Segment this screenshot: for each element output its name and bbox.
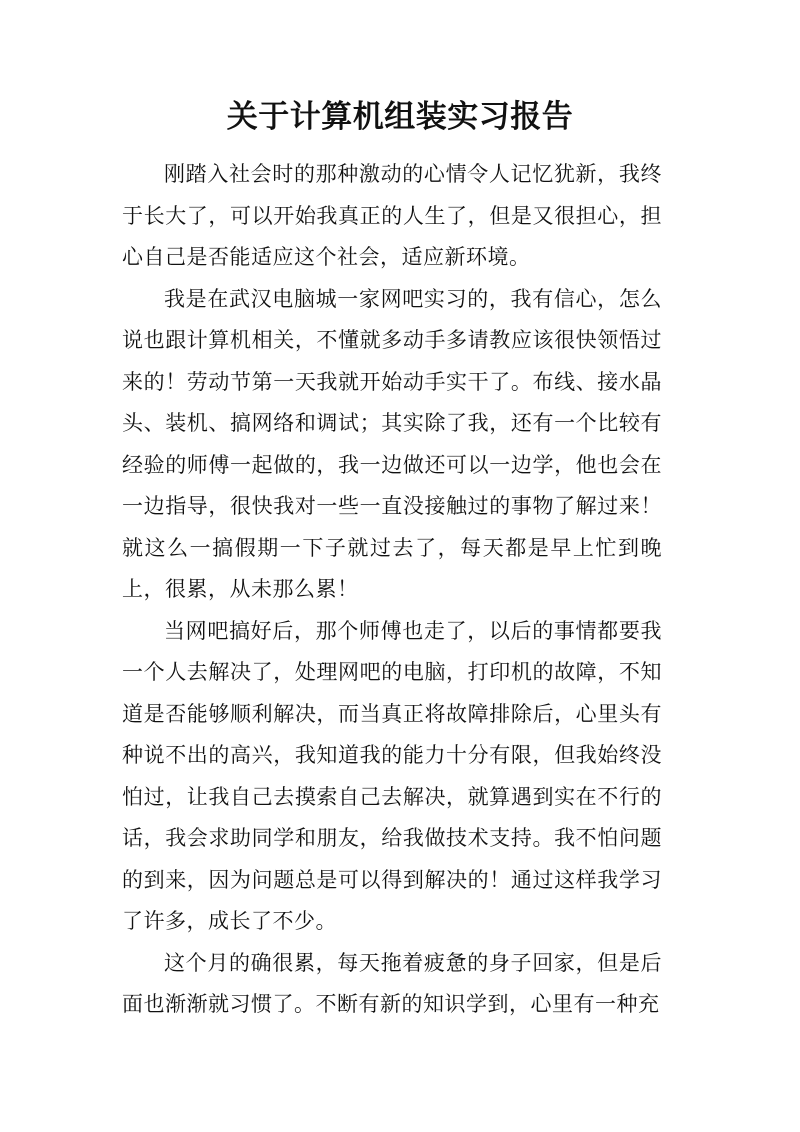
paragraph-2: 我是在武汉电脑城一家网吧实习的，我有信心，怎么说也跟计算机相关，不懂就多动手多请教应该很快领悟过来的！劳动节第一天我就开始动手实干了。布线、接水晶头、装机、搞网络和调试；其实除了我，还有一个比较有经验的师傅一起做的，我一边做还可以一边学，他也会在一边指导，很快我对一些一直没接触过的事物了解过来！就这么一搞假期一下子就过去了，每天都是早上忙到晚上，很累，从未那么累！	[122, 286, 662, 601]
document-body	[122, 154, 662, 1026]
paragraph-3: 当网吧搞好后，那个师傅也走了，以后的事情都要我一个人去解决了，处理网吧的电脑，打印机的故障，不知道是否能够顺利解决，而当真正将故障排除后，心里头有种说不出的高兴，我知道我的能力十分有限，但我始终没怕过，让我自己去摸索自己去解决，就算遇到实在不行的话，我会求助同学和朋友，给我做技术支持。我不怕问题的到来，因为问题总是可以得到解决的！通过这样我学习了许多，成长了不少。	[122, 618, 662, 933]
paragraph-1: 刚踏入社会时的那种激动的心情令人记忆犹新，我终于长大了，可以开始我真正的人生了，但是又很担心，担心自己是否能适应这个社会，适应新环境。	[122, 162, 662, 269]
paragraph-4: 这个月的确很累，每天拖着疲惫的身子回家，但是后面也渐渐就习惯了。不断有新的知识学到，心里有一种充	[122, 950, 662, 1016]
document-title: 关于计算机组装实习报告	[226, 99, 574, 135]
